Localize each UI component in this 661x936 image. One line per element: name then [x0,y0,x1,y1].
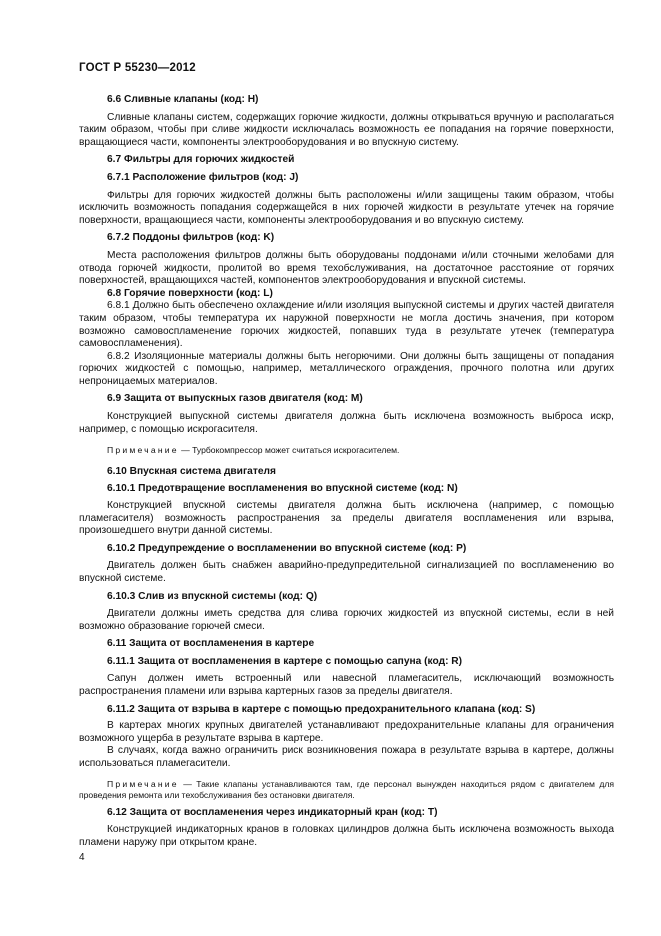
paragraph: Места расположения фильтров должны быть оборудованы поддонами и/или сточными желобами для отвода горючей жидкости, пролитой во время техобслуживания, на достаточное расстояние от горячих поверхностей, вращающихся частей, компонентов электрооборудования и впускной системы. [79,249,614,287]
note-label: Примечание [107,778,179,789]
section-heading: 6.10.1 Предотвращение воспламенения во впускной системе (код: N) [107,483,458,495]
note-text: — Турбокомпрессор может считаться искрогасителем. [181,445,400,456]
paragraph: Двигатели должны иметь средства для слива горючих жидкостей из впускной системы, если в ней возможно образование горючей смеси. [79,608,614,632]
section-heading: 6.11.2 Защита от взрыва в картере с помощью предохранительного клапана (код: S) [107,703,536,715]
standard-header: ГОСТ Р 55230—2012 [79,62,196,74]
section-heading: 6.8 Горячие поверхности (код: L) [107,287,273,299]
note-label: Примечание [107,445,179,456]
paragraph: Двигатель должен быть снабжен аварийно-предупредительной сигнализацией по воспламенению во впускной системе. [79,560,614,584]
paragraph: Сапун должен иметь встроенный или навесной пламегаситель, исключающий возможность распространения пламени или взрыва картерных газов за пределы двигателя. [79,673,614,698]
section-heading: 6.7.2 Поддоны фильтров (код: K) [107,232,275,244]
note [79,779,614,802]
page-number: 4 [79,852,85,863]
section-heading: 6.11 Защита от воспламенения в картере [107,638,315,650]
document-body [79,94,614,849]
section-heading: 6.11.1 Защита от воспламенения в картере с помощью сапуна (код: R) [107,655,463,667]
paragraph: В случаях, когда важно ограничить риск возникновения пожара в результате взрыва в картере, должны использоваться пламегасители. [79,745,614,770]
paragraph: Конструкцией индикаторных кранов в головках цилиндров должна быть исключена возможность выхода пламени наружу при открытом кране. [79,824,614,848]
section-heading: 6.7 Фильтры для горючих жидкостей [107,154,295,166]
note [79,445,614,457]
paragraph: 6.8.2 Изоляционные материалы должны быть негорючими. Они должны быть защищены от попадания горючих жидкостей с помощью, например, металлического ограждения, прочного полотна или других непроницаемых материалов. [79,350,614,387]
paragraph: Конструкцией выпускной системы двигателя должна быть исключена возможность выброса искр, например, с помощью искрогасителя. [79,411,614,435]
section-heading: 6.9 Защита от выпускных газов двигателя (код: M) [107,393,363,405]
note-text: — Такие клапаны устанавливаются там, где персонал вынужден находиться рядом с двигателем для проведения ремонта или техобслуживания без остановки двигателя. [79,778,615,801]
paragraph: Конструкцией впускной системы двигателя должна быть исключена (например, с помощью пламегасителя) возможность распространения за пределы двигателя воспламенения или взрыва, произошедшего внутри данной системы. [79,499,614,537]
section-heading: 6.10.2 Предупреждение о воспламенении во впускной системе (код: P) [107,542,467,554]
paragraph: Фильтры для горючих жидкостей должны быть расположены и/или защищены таким образом, чтобы исключить возможность попадания содержащейся в них горючей жидкости в результате утечек на горячие поверхности, вращающиеся части, компоненты электрооборудования и во впускную систему. [79,189,614,226]
paragraph: 6.8.1 Должно быть обеспечено охлаждение и/или изоляция выпускной системы и других частей двигателя таким образом, чтобы температура их наружной поверхности не могла достичь значения, при котором возможно самовоспламенение горючих жидкостей, попавших туда в результате утечек (температура самовоспламенения). [79,300,614,350]
section-heading: 6.10 Впускная система двигателя [107,465,276,477]
section-heading: 6.6 Сливные клапаны (код: Н) [107,94,259,105]
section-heading: 6.7.1 Расположение фильтров (код: J) [107,171,299,183]
paragraph: В картерах многих крупных двигателей устанавливают предохранительные клапаны для ограничения возможного ущерба в результате взрыва в картере. [79,720,614,744]
section-heading: 6.10.3 Слив из впускной системы (код: Q) [107,590,318,602]
paragraph: Сливные клапаны систем, содержащих горючие жидкости, должны открываться вручную и располагаться таким образом, чтобы при сливе жидкости исключалась возможность ее попадания на горячие поверхности, вращающиеся части, компоненты электрооборудования и во впускную систему. [79,111,614,148]
section-heading: 6.12 Защита от воспламенения через индикаторный кран (код: T) [107,806,438,818]
